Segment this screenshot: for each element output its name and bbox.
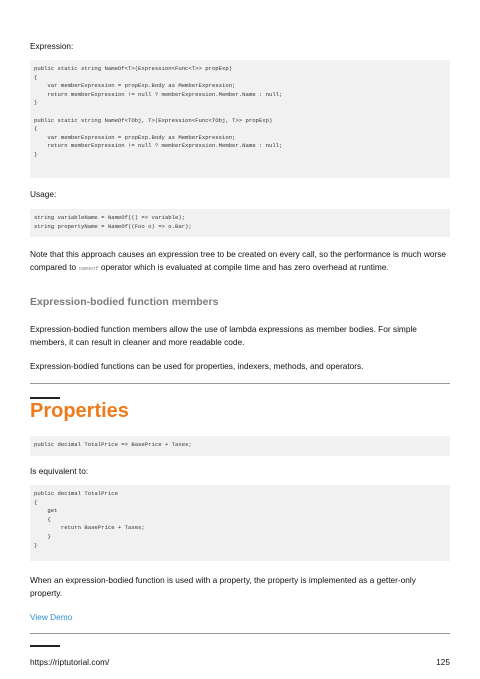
code-line: public static string NameOf<T>(Expression<Func<T>> propExp) xyxy=(34,65,233,72)
code-line: return memberExpression != null ? memberExpression.Member.Name : null; xyxy=(34,142,283,150)
performance-note xyxy=(30,248,450,275)
code-line: { xyxy=(34,73,38,81)
code-line: } xyxy=(34,541,38,549)
section-heading: Expression-bodied function members xyxy=(30,296,219,308)
code-line: public decimal TotalPrice => BasePrice + Taxes; xyxy=(34,441,192,448)
footer-accent-bar xyxy=(30,645,60,647)
code-line: { xyxy=(34,498,38,506)
code-line: } xyxy=(34,150,38,158)
getter-note: When an expression-bodied function is used with a property, the property is implemented as a getter-only property. xyxy=(30,575,416,598)
section-divider xyxy=(30,383,450,384)
footer-divider xyxy=(30,633,450,634)
code-line: { xyxy=(34,125,38,133)
code-line: string propertyName = NameOf((Foo o) => o.Bar); xyxy=(34,222,192,230)
note-text-2: operator which is evaluated at compile time and has zero overhead at runtime. xyxy=(98,261,389,272)
equivalent-label: Is equivalent to: xyxy=(30,466,89,476)
code-block-usage xyxy=(30,209,450,237)
code-line: } xyxy=(34,99,38,107)
code-line: public decimal TotalPrice xyxy=(34,490,118,497)
properties-heading: Properties xyxy=(30,400,129,422)
document-page xyxy=(30,0,450,679)
section-paragraph-1: Expression-bodied function members allow the use of lambda expressions as member bodies. For simple members, it can result in cleaner and more readable code. xyxy=(30,324,417,347)
note-text-1: Note that this approach causes an expression tree to be created on every call, so the performance is much worse compared to xyxy=(30,249,446,272)
inline-code-nameof: nameof xyxy=(78,264,99,272)
code-block-properties-full xyxy=(30,485,450,561)
code-line: { xyxy=(34,515,51,523)
section-paragraph-2: Expression-bodied functions can be used for properties, indexers, methods, and operators. xyxy=(30,361,364,371)
footer-url[interactable]: https://riptutorial.com/ xyxy=(30,657,110,667)
code-line: var memberExpression = propExp.Body as MemberExpression; xyxy=(34,82,236,90)
code-line: string variableName = NameOf(() => variable); xyxy=(34,214,186,221)
code-block-expression xyxy=(30,60,450,178)
code-line: } xyxy=(34,532,51,540)
code-line: public static string NameOf<TObj, T>(Expression<Func<TObj, T>> propExp) xyxy=(34,116,273,124)
usage-label: Usage: xyxy=(30,189,57,199)
code-line: get xyxy=(34,507,58,515)
view-demo-link[interactable]: View Demo xyxy=(30,612,73,622)
code-line xyxy=(34,108,446,117)
page-number: 125 xyxy=(436,657,450,667)
code-line: return memberExpression != null ? memberExpression.Member.Name : null; xyxy=(34,90,283,98)
expression-label: Expression: xyxy=(30,41,74,51)
code-line: var memberExpression = propExp.Body as MemberExpression; xyxy=(34,133,236,141)
code-block-properties-short xyxy=(30,436,450,456)
code-line: return BasePrice + Taxes; xyxy=(34,524,145,532)
heading-accent-bar xyxy=(30,397,60,399)
